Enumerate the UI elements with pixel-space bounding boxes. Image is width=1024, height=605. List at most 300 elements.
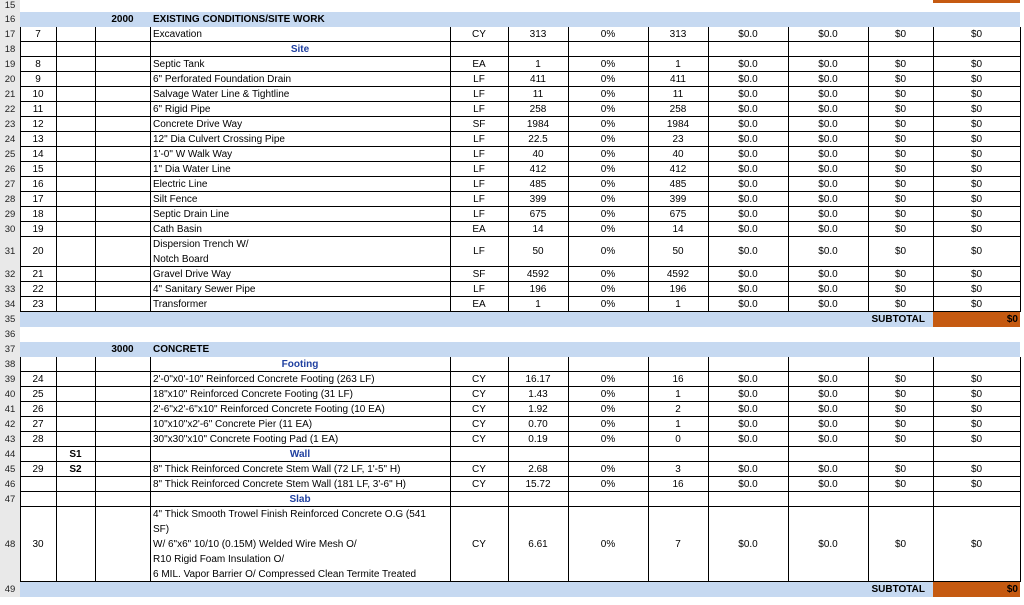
- cell-c1[interactable]: $0: [894, 269, 907, 280]
- cell-lab[interactable]: $0.0: [818, 284, 838, 295]
- cell-lab[interactable]: $0.0: [818, 164, 838, 175]
- row-number[interactable]: 20: [0, 72, 20, 87]
- cell-lab[interactable]: $0.0: [818, 246, 838, 257]
- cell-total[interactable]: 1: [675, 59, 681, 70]
- table-row[interactable]: [0, 297, 1024, 312]
- cell-unit[interactable]: CY: [472, 539, 486, 550]
- row-number[interactable]: 38: [0, 357, 20, 372]
- cell-no[interactable]: 25: [32, 389, 44, 400]
- cell-no[interactable]: 19: [32, 224, 44, 235]
- cell-mat[interactable]: $0.0: [738, 119, 758, 130]
- row-number[interactable]: 34: [0, 297, 20, 312]
- cell-c1[interactable]: $0: [894, 59, 907, 70]
- cell-mat[interactable]: $0.0: [738, 89, 758, 100]
- cell-total[interactable]: 7: [675, 539, 681, 550]
- cell-c1[interactable]: $0: [894, 434, 907, 445]
- cell-total[interactable]: 16: [672, 479, 684, 490]
- cell-unit[interactable]: LF: [473, 194, 485, 205]
- row-number[interactable]: 25: [0, 147, 20, 162]
- cell-unit[interactable]: LF: [473, 89, 485, 100]
- cell-c2[interactable]: $0: [970, 59, 983, 70]
- row-number[interactable]: 15: [0, 0, 20, 12]
- cell-c2[interactable]: $0: [970, 164, 983, 175]
- item-description[interactable]: Concrete Drive Way: [153, 119, 243, 130]
- cell-c2[interactable]: $0: [970, 104, 983, 115]
- item-description[interactable]: 2'-6"x2'-6"x10" Reinforced Concrete Footing (10 EA): [153, 404, 385, 415]
- cell-no[interactable]: 16: [32, 179, 44, 190]
- cell-lab[interactable]: $0.0: [818, 464, 838, 475]
- cell-total[interactable]: 1: [675, 389, 681, 400]
- row-number[interactable]: 44: [0, 447, 20, 462]
- cell-lab[interactable]: $0.0: [818, 149, 838, 160]
- item-description[interactable]: Silt Fence: [153, 194, 198, 205]
- cell-qty[interactable]: 15.72: [525, 479, 551, 490]
- row-number[interactable]: 32: [0, 267, 20, 282]
- cell-c2[interactable]: $0: [970, 299, 983, 310]
- row-number[interactable]: 37: [0, 342, 20, 357]
- cell-qty[interactable]: 411: [530, 74, 546, 85]
- cell-qty[interactable]: 1.92: [528, 404, 548, 415]
- item-description[interactable]: 4" Sanitary Sewer Pipe: [153, 284, 256, 295]
- cell-no[interactable]: 12: [32, 119, 44, 130]
- cell-c2[interactable]: $0: [970, 119, 983, 130]
- row-number[interactable]: 26: [0, 162, 20, 177]
- cell-mat[interactable]: $0.0: [738, 134, 758, 145]
- table-row[interactable]: [0, 57, 1024, 72]
- cell-mat[interactable]: $0.0: [738, 74, 758, 85]
- cell-unit[interactable]: EA: [472, 299, 486, 310]
- cell-unit[interactable]: LF: [473, 246, 485, 257]
- cell-total[interactable]: 14: [672, 224, 684, 235]
- row-number[interactable]: 40: [0, 387, 20, 402]
- cell-c1[interactable]: $0: [894, 224, 907, 235]
- table-row[interactable]: [0, 402, 1024, 417]
- cell-unit[interactable]: CY: [472, 434, 486, 445]
- cell-c2[interactable]: $0: [970, 134, 983, 145]
- cell-c1[interactable]: $0: [894, 119, 907, 130]
- cell-c1[interactable]: $0: [894, 74, 907, 85]
- item-description[interactable]: 30"x30"x10" Concrete Footing Pad (1 EA): [153, 434, 339, 445]
- row-number[interactable]: 42: [0, 417, 20, 432]
- row-number[interactable]: 29: [0, 207, 20, 222]
- cell-qty[interactable]: 1.43: [528, 389, 548, 400]
- cell-c1[interactable]: $0: [894, 194, 907, 205]
- cell-total[interactable]: 1: [675, 419, 681, 430]
- cell-no[interactable]: 22: [32, 284, 44, 295]
- cell-waste[interactable]: 0%: [600, 389, 616, 400]
- cell-total[interactable]: 3: [675, 464, 681, 475]
- cell-lab[interactable]: $0.0: [818, 299, 838, 310]
- cell-unit[interactable]: CY: [472, 464, 486, 475]
- cell-unit[interactable]: LF: [473, 179, 485, 190]
- cell-mat[interactable]: $0.0: [738, 29, 758, 40]
- cell-mat[interactable]: $0.0: [738, 246, 758, 257]
- item-description[interactable]: 6" Perforated Foundation Drain: [153, 74, 292, 85]
- cell-c1[interactable]: $0: [894, 246, 907, 257]
- item-description[interactable]: Gravel Drive Way: [153, 269, 231, 280]
- row-number[interactable]: 46: [0, 477, 20, 492]
- cell-mat[interactable]: $0.0: [738, 374, 758, 385]
- cell-qty[interactable]: 4592: [526, 269, 550, 280]
- row-number[interactable]: 18: [0, 42, 20, 57]
- cell-mat[interactable]: $0.0: [738, 479, 758, 490]
- cell-c2[interactable]: $0: [970, 284, 983, 295]
- item-description[interactable]: 2'-0"x0'-10" Reinforced Concrete Footing (263 LF): [153, 374, 375, 385]
- cell-no[interactable]: 9: [35, 74, 41, 85]
- cell-lab[interactable]: $0.0: [818, 89, 838, 100]
- cell-no[interactable]: 13: [32, 134, 44, 145]
- cell-c1[interactable]: $0: [894, 29, 907, 40]
- cell-qty[interactable]: 675: [529, 209, 547, 220]
- cell-no[interactable]: 26: [32, 404, 44, 415]
- item-description[interactable]: 8" Thick Reinforced Concrete Stem Wall (72 LF, 1'-5" H): [153, 464, 401, 475]
- row-number[interactable]: 47: [0, 492, 20, 507]
- row-number[interactable]: 16: [0, 12, 20, 27]
- cell-qty[interactable]: 22.5: [528, 134, 548, 145]
- cell-waste[interactable]: 0%: [600, 119, 616, 130]
- cell-lab[interactable]: $0.0: [818, 119, 838, 130]
- cell-total[interactable]: 675: [669, 209, 687, 220]
- cell-waste[interactable]: 0%: [600, 479, 616, 490]
- table-row[interactable]: [0, 417, 1024, 432]
- cell-lab[interactable]: $0.0: [818, 194, 838, 205]
- cell-lab[interactable]: $0.0: [818, 74, 838, 85]
- cell-lab[interactable]: $0.0: [818, 404, 838, 415]
- cell-qty[interactable]: 399: [529, 194, 547, 205]
- table-row[interactable]: [0, 147, 1024, 162]
- row-number[interactable]: 19: [0, 57, 20, 72]
- table-row[interactable]: [0, 132, 1024, 147]
- cell-c2[interactable]: $0: [970, 179, 983, 190]
- cell-total[interactable]: 1: [675, 299, 681, 310]
- table-row[interactable]: [0, 222, 1024, 237]
- cell-unit[interactable]: LF: [473, 74, 485, 85]
- cell-unit[interactable]: LF: [473, 149, 485, 160]
- cell-total[interactable]: 4592: [666, 269, 690, 280]
- cell-total[interactable]: 50: [672, 246, 684, 257]
- table-row[interactable]: [0, 282, 1024, 297]
- cell-waste[interactable]: 0%: [600, 404, 616, 415]
- cell-qty[interactable]: 485: [529, 179, 547, 190]
- table-row[interactable]: [0, 87, 1024, 102]
- cell-total[interactable]: 485: [669, 179, 687, 190]
- cell-unit[interactable]: EA: [472, 224, 486, 235]
- item-description[interactable]: 1" Dia Water Line: [153, 164, 231, 175]
- cell-unit[interactable]: CY: [472, 419, 486, 430]
- item-description[interactable]: Electric Line: [153, 179, 208, 190]
- cell-lab[interactable]: $0.0: [818, 419, 838, 430]
- cell-lab[interactable]: $0.0: [818, 389, 838, 400]
- cell-no[interactable]: 10: [32, 89, 44, 100]
- table-row[interactable]: [0, 102, 1024, 117]
- row-number[interactable]: 33: [0, 282, 20, 297]
- item-description[interactable]: 10"x10"x2'-6" Concrete Pier (11 EA): [153, 419, 313, 430]
- table-row[interactable]: [0, 432, 1024, 447]
- cell-lab[interactable]: $0.0: [818, 269, 838, 280]
- cell-qty[interactable]: 50: [532, 246, 544, 257]
- cell-c1[interactable]: $0: [894, 149, 907, 160]
- item-description[interactable]: 8" Thick Reinforced Concrete Stem Wall (181 LF, 3'-6" H): [153, 479, 406, 490]
- cell-c1[interactable]: $0: [894, 89, 907, 100]
- cell-c1[interactable]: $0: [894, 104, 907, 115]
- cell-c2[interactable]: $0: [970, 89, 983, 100]
- cell-waste[interactable]: 0%: [600, 224, 616, 235]
- cell-qty[interactable]: 1984: [526, 119, 550, 130]
- cell-mat[interactable]: $0.0: [738, 404, 758, 415]
- cell-lab[interactable]: $0.0: [818, 104, 838, 115]
- row-number[interactable]: 28: [0, 192, 20, 207]
- row-number[interactable]: 31: [0, 237, 20, 267]
- cell-unit[interactable]: SF: [472, 119, 486, 130]
- cell-lab[interactable]: $0.0: [818, 374, 838, 385]
- row-number[interactable]: 48: [0, 507, 20, 582]
- cell-unit[interactable]: CY: [472, 389, 486, 400]
- cell-unit[interactable]: LF: [473, 104, 485, 115]
- cell-c1[interactable]: $0: [894, 419, 907, 430]
- cell-c1[interactable]: $0: [894, 374, 907, 385]
- cell-qty[interactable]: 1: [535, 299, 541, 310]
- cell-waste[interactable]: 0%: [600, 59, 616, 70]
- cell-unit[interactable]: LF: [473, 164, 485, 175]
- cell-mat[interactable]: $0.0: [738, 299, 758, 310]
- item-description[interactable]: Transformer: [153, 299, 208, 310]
- table-row[interactable]: [0, 192, 1024, 207]
- table-row[interactable]: [0, 372, 1024, 387]
- cell-qty[interactable]: 14: [532, 224, 544, 235]
- cell-c2[interactable]: $0: [970, 464, 983, 475]
- cell-no[interactable]: 30: [32, 539, 44, 550]
- cell-c2[interactable]: $0: [970, 246, 983, 257]
- cell-total[interactable]: 258: [669, 104, 687, 115]
- cell-c2[interactable]: $0: [970, 404, 983, 415]
- row-number[interactable]: 43: [0, 432, 20, 447]
- table-row[interactable]: [0, 462, 1024, 477]
- cell-c1[interactable]: $0: [894, 539, 907, 550]
- cell-lab[interactable]: $0.0: [818, 29, 838, 40]
- cell-no[interactable]: 7: [35, 29, 41, 40]
- item-description[interactable]: Septic Tank: [153, 59, 205, 70]
- cell-no[interactable]: [20, 477, 56, 492]
- table-row[interactable]: [0, 237, 1024, 267]
- cell-qty[interactable]: 412: [529, 164, 547, 175]
- cell-c2[interactable]: $0: [970, 149, 983, 160]
- cell-total[interactable]: 196: [669, 284, 687, 295]
- cell-c1[interactable]: $0: [894, 404, 907, 415]
- row-number[interactable]: 21: [0, 87, 20, 102]
- item-description[interactable]: 12" Dia Culvert Crossing Pipe: [153, 134, 285, 145]
- cell-total[interactable]: 11: [672, 89, 684, 100]
- cell-c1[interactable]: $0: [894, 299, 907, 310]
- cell-mat[interactable]: $0.0: [738, 224, 758, 235]
- cell-waste[interactable]: 0%: [600, 149, 616, 160]
- cell-mat[interactable]: $0.0: [738, 434, 758, 445]
- cell-qty[interactable]: 2.68: [528, 464, 548, 475]
- cell-c2[interactable]: $0: [970, 479, 983, 490]
- cell-c2[interactable]: $0: [970, 434, 983, 445]
- cell-waste[interactable]: 0%: [600, 246, 616, 257]
- cell-no[interactable]: 23: [32, 299, 44, 310]
- cell-waste[interactable]: 0%: [600, 164, 616, 175]
- cell-no[interactable]: 28: [32, 434, 44, 445]
- cell-waste[interactable]: 0%: [600, 179, 616, 190]
- table-row[interactable]: [0, 72, 1024, 87]
- cell-total[interactable]: 412: [669, 164, 687, 175]
- table-row[interactable]: [0, 507, 1024, 582]
- cell-no[interactable]: 24: [32, 374, 44, 385]
- cell-c2[interactable]: $0: [970, 194, 983, 205]
- item-description[interactable]: 18"x10" Reinforced Concrete Footing (31 LF): [153, 389, 353, 400]
- item-description[interactable]: Excavation: [153, 29, 202, 40]
- item-description[interactable]: Septic Drain Line: [153, 209, 230, 220]
- row-number[interactable]: 30: [0, 222, 20, 237]
- cell-waste[interactable]: 0%: [600, 29, 616, 40]
- cell-mat[interactable]: $0.0: [738, 209, 758, 220]
- cell-waste[interactable]: 0%: [600, 299, 616, 310]
- cell-c1[interactable]: $0: [894, 464, 907, 475]
- cell-mat[interactable]: $0.0: [738, 419, 758, 430]
- item-description[interactable]: Salvage Water Line & Tightline: [153, 89, 290, 100]
- cell-qty[interactable]: 11: [532, 89, 544, 100]
- cell-c2[interactable]: $0: [970, 539, 983, 550]
- item-description[interactable]: Dispersion Trench W/ Notch Board: [153, 239, 249, 265]
- item-description[interactable]: 1'-0" W Walk Way: [153, 149, 233, 160]
- cell-c2[interactable]: $0: [970, 209, 983, 220]
- cell-waste[interactable]: 0%: [600, 539, 616, 550]
- item-description[interactable]: Cath Basin: [153, 224, 202, 235]
- row-number[interactable]: 35: [0, 312, 20, 327]
- cell-waste[interactable]: 0%: [600, 374, 616, 385]
- cell-c2[interactable]: $0: [970, 29, 983, 40]
- cell-waste[interactable]: 0%: [600, 74, 616, 85]
- cell-mat[interactable]: $0.0: [738, 539, 758, 550]
- cell-waste[interactable]: 0%: [600, 419, 616, 430]
- cell-mat[interactable]: $0.0: [738, 389, 758, 400]
- cell-waste[interactable]: 0%: [600, 284, 616, 295]
- cell-qty[interactable]: 0.70: [528, 419, 548, 430]
- item-description[interactable]: 4" Thick Smooth Trowel Finish Reinforced Concrete O.G (541 SF) W/ 6"x6" 10/10 (0.15M) Welded Wire Mesh O/ R10 Rigid Foam Insulation O/ 6 MIL. Vapor Barrier O/ Compressed Clean Termite Treated: [153, 509, 426, 580]
- table-row[interactable]: [0, 387, 1024, 402]
- cell-waste[interactable]: 0%: [600, 464, 616, 475]
- cell-lab[interactable]: $0.0: [818, 134, 838, 145]
- row-number[interactable]: 22: [0, 102, 20, 117]
- cell-qty[interactable]: 40: [532, 149, 544, 160]
- cell-qty[interactable]: 258: [529, 104, 547, 115]
- cell-total[interactable]: 0: [675, 434, 681, 445]
- row-number[interactable]: 24: [0, 132, 20, 147]
- cell-total[interactable]: 1984: [666, 119, 690, 130]
- cell-no[interactable]: 11: [32, 104, 44, 115]
- cell-qty[interactable]: 0.19: [528, 434, 548, 445]
- cell-unit[interactable]: LF: [473, 284, 485, 295]
- row-number[interactable]: 17: [0, 27, 20, 42]
- cell-mat[interactable]: $0.0: [738, 179, 758, 190]
- cell-no[interactable]: 27: [32, 419, 44, 430]
- table-row[interactable]: [0, 27, 1024, 42]
- cell-unit[interactable]: CY: [472, 479, 486, 490]
- cell-c2[interactable]: $0: [970, 419, 983, 430]
- cell-lab[interactable]: $0.0: [818, 539, 838, 550]
- cell-lab[interactable]: $0.0: [818, 224, 838, 235]
- row-number[interactable]: 45: [0, 462, 20, 477]
- cell-waste[interactable]: 0%: [600, 194, 616, 205]
- cell-mat[interactable]: $0.0: [738, 464, 758, 475]
- cell-total[interactable]: 411: [670, 74, 686, 85]
- cell-no[interactable]: 8: [35, 59, 41, 70]
- table-row[interactable]: [0, 477, 1024, 492]
- row-number[interactable]: 23: [0, 117, 20, 132]
- cell-lab[interactable]: $0.0: [818, 209, 838, 220]
- cell-c1[interactable]: $0: [894, 479, 907, 490]
- table-row[interactable]: [0, 267, 1024, 282]
- cell-c2[interactable]: $0: [970, 269, 983, 280]
- cell-no[interactable]: 17: [32, 194, 44, 205]
- cell-qty[interactable]: 196: [529, 284, 547, 295]
- cell-lab[interactable]: $0.0: [818, 179, 838, 190]
- cell-c1[interactable]: $0: [894, 179, 907, 190]
- cell-c1[interactable]: $0: [894, 284, 907, 295]
- row-number[interactable]: 41: [0, 402, 20, 417]
- cell-c2[interactable]: $0: [970, 74, 983, 85]
- cell-c2[interactable]: $0: [970, 224, 983, 235]
- cell-qty[interactable]: 16.17: [525, 374, 551, 385]
- cell-c1[interactable]: $0: [894, 134, 907, 145]
- cell-c2[interactable]: $0: [970, 389, 983, 400]
- row-number[interactable]: 36: [0, 327, 20, 342]
- cell-mat[interactable]: $0.0: [738, 269, 758, 280]
- cell-c1[interactable]: $0: [894, 164, 907, 175]
- cell-qty[interactable]: 6.61: [528, 539, 548, 550]
- row-number[interactable]: 49: [0, 582, 20, 597]
- cell-qty[interactable]: 1: [535, 59, 541, 70]
- cell-mat[interactable]: $0.0: [738, 284, 758, 295]
- cell-mat[interactable]: $0.0: [738, 104, 758, 115]
- cell-lab[interactable]: $0.0: [818, 434, 838, 445]
- cell-no[interactable]: 15: [32, 164, 44, 175]
- cell-lab[interactable]: $0.0: [818, 479, 838, 490]
- cell-waste[interactable]: 0%: [600, 434, 616, 445]
- cell-c1[interactable]: $0: [894, 389, 907, 400]
- cell-c1[interactable]: $0: [894, 209, 907, 220]
- cell-c2[interactable]: $0: [970, 374, 983, 385]
- cell-mat[interactable]: $0.0: [738, 59, 758, 70]
- cell-qty[interactable]: 313: [529, 29, 547, 40]
- cell-total[interactable]: 399: [669, 194, 687, 205]
- cell-waste[interactable]: 0%: [600, 104, 616, 115]
- cell-total[interactable]: 40: [672, 149, 684, 160]
- cell-mat[interactable]: $0.0: [738, 194, 758, 205]
- cell-waste[interactable]: 0%: [600, 209, 616, 220]
- cell-no[interactable]: 21: [32, 269, 44, 280]
- table-row[interactable]: [0, 162, 1024, 177]
- cell-waste[interactable]: 0%: [600, 89, 616, 100]
- cell-unit[interactable]: LF: [473, 134, 485, 145]
- cell-mat[interactable]: $0.0: [738, 164, 758, 175]
- row-number[interactable]: 39: [0, 372, 20, 387]
- item-description[interactable]: 6" Rigid Pipe: [153, 104, 211, 115]
- cell-unit[interactable]: CY: [472, 29, 486, 40]
- cell-unit[interactable]: LF: [473, 209, 485, 220]
- table-row[interactable]: [0, 177, 1024, 192]
- cell-no[interactable]: 18: [32, 209, 44, 220]
- cell-total[interactable]: 23: [672, 134, 684, 145]
- cell-unit[interactable]: SF: [472, 269, 486, 280]
- cell-no[interactable]: 14: [32, 149, 44, 160]
- cell-total[interactable]: 16: [672, 374, 684, 385]
- cell-total[interactable]: 2: [675, 404, 681, 415]
- cell-unit[interactable]: EA: [472, 59, 486, 70]
- cell-unit[interactable]: CY: [472, 374, 486, 385]
- cell-no[interactable]: 20: [32, 246, 44, 257]
